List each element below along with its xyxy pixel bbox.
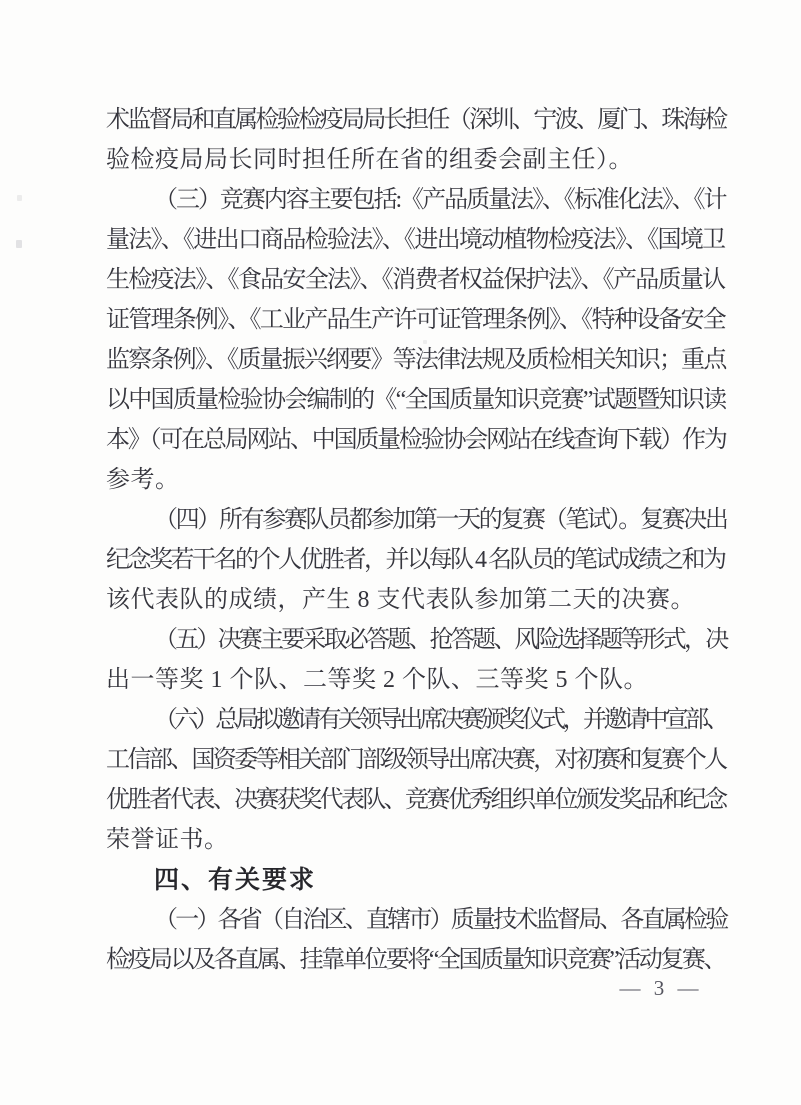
text-line: 术监督局和直属检验检疫局局长担任（深圳、宁波、厦门、珠海检 xyxy=(106,107,726,133)
text-line: （一）各省（自治区、直辖市）质量技术监督局、各直属检验 xyxy=(154,907,727,933)
scan-speck xyxy=(17,195,22,201)
section-heading: 四、有关要求 xyxy=(154,866,317,894)
text-line: （四）所有参赛队员都参加第一天的复赛（笔试）。复赛决出 xyxy=(154,507,727,533)
text-line: 以中国质量检验协会编制的《“全国质量知识竞赛”试题暨知识读 xyxy=(106,387,726,413)
text-line: （三）竞赛内容主要包括:《产品质量法》、《标准化法》、《计 xyxy=(154,187,726,213)
text-line: （六）总局拟邀请有关领导出席决赛颁奖仪式，并邀请中宣部、 xyxy=(154,707,727,733)
text-line: 证管理条例》、《工业产品生产许可证管理条例》、《特种设备安全 xyxy=(106,307,725,333)
text-line: 出一等奖 1 个队、二等奖 2 个队、三等奖 5 个队。 xyxy=(106,667,648,693)
text-line: 量法》、《进出口商品检验法》、《进出境动植物检疫法》、《国境卫 xyxy=(106,227,725,253)
text-line: 验检疫局局长同时担任所在省的组委会副主任）。 xyxy=(106,147,633,173)
scan-speck xyxy=(16,240,22,248)
text-line: 优胜者代表、决赛获奖代表队、竞赛优秀组织单位颁发奖品和纪念 xyxy=(106,787,726,813)
text-line: 检疫局以及各直属、挂靠单位要将“全国质量知识竞赛”活动复赛、 xyxy=(106,947,725,973)
text-line: 工信部、国资委等相关部门部级领导出席决赛，对初赛和复赛个人 xyxy=(106,747,726,773)
page-number: — 3 — xyxy=(619,976,703,1000)
text-line: 纪念奖若干名的个人优胜者，并以每队 4 名队员的笔试成绩之和为 xyxy=(106,547,725,573)
document-body xyxy=(106,100,740,980)
text-line: 参考。 xyxy=(106,467,180,493)
text-line: 荣誉证书。 xyxy=(106,827,229,853)
text-line: 本》（可在总局网站、中国质量检验协会网站在线查询下载）作为 xyxy=(106,427,726,453)
text-line: 监察条例》、《质量振兴纲要》等法律法规及质检相关知识；重点 xyxy=(106,347,726,373)
text-line: （五）决赛主要采取必答题、抢答题、风险选择题等形式，决 xyxy=(154,627,727,653)
text-line: 生检疫法》、《食品安全法》、《消费者权益保护法》、《产品质量认 xyxy=(106,267,725,293)
text-line: 该代表队的成绩，产生 8 支代表队参加第二天的决赛。 xyxy=(106,587,695,613)
